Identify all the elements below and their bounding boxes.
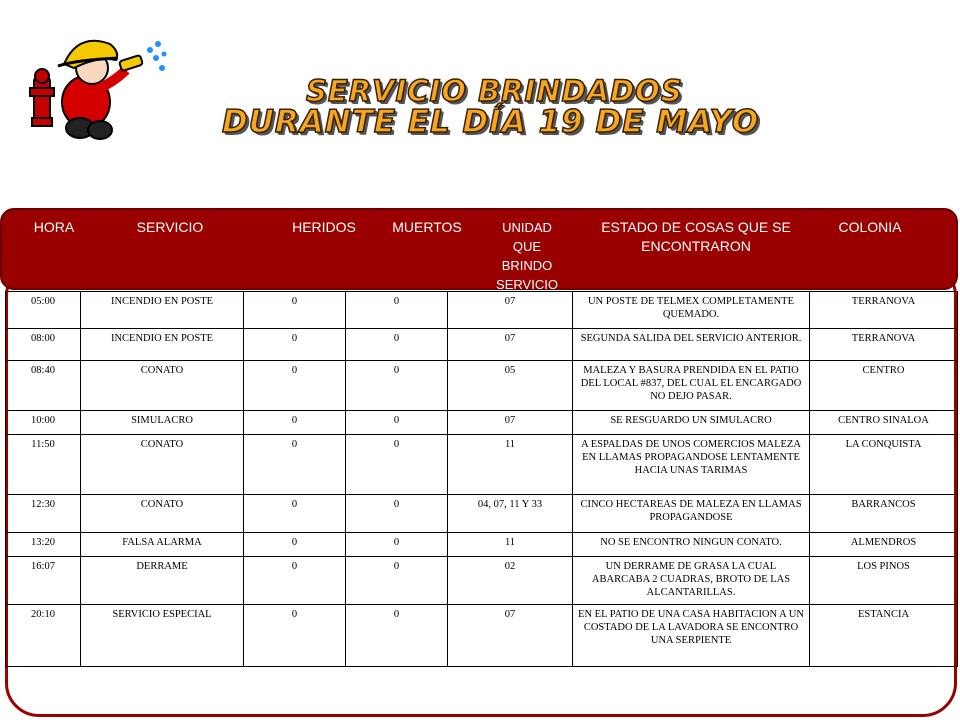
cell-unidad: 07: [448, 605, 573, 667]
cell-estado: SEGUNDA SALIDA DEL SERVICIO ANTERIOR.: [573, 329, 810, 361]
cell-heridos: 0: [244, 533, 346, 557]
header-unidad-line-1: UNIDAD: [502, 220, 552, 235]
table-row: [6, 605, 958, 667]
cell-hora: 12:30: [6, 495, 81, 533]
cell-unidad: 02: [448, 557, 573, 605]
cell-servicio: INCENDIO EN POSTE: [81, 292, 244, 329]
cell-colonia: CENTRO SINALOA: [810, 411, 958, 435]
cell-unidad: 07: [448, 411, 573, 435]
cell-servicio: CONATO: [81, 361, 244, 411]
cell-servicio: SIMULACRO: [81, 411, 244, 435]
cell-colonia: LA CONQUISTA: [810, 435, 958, 495]
cell-muertos: 0: [346, 411, 448, 435]
table-row: [6, 292, 958, 329]
cell-unidad: 05: [448, 361, 573, 411]
cell-hora: 20:10: [6, 605, 81, 667]
header-hora: HORA: [33, 219, 75, 235]
cell-hora: 05:00: [6, 292, 81, 329]
cell-estado: UN DERRAME DE GRASA LA CUAL ABARCABA 2 CUADRAS, BROTO DE LAS ALCANTARILLAS.: [573, 557, 810, 605]
cell-heridos: 0: [244, 605, 346, 667]
services-table-body: [6, 292, 958, 667]
table-row: [6, 533, 958, 557]
table-header: [0, 208, 958, 290]
cell-muertos: 0: [346, 605, 448, 667]
cell-unidad: 07: [448, 329, 573, 361]
title-line-1: SERVICIO BRINDADOS: [306, 74, 683, 108]
cell-colonia: BARRANCOS: [810, 495, 958, 533]
cell-estado: EN EL PATIO DE UNA CASA HABITACION A UN COSTADO DE LA LAVADORA SE ENCONTRO UNA SERPIENTE: [573, 605, 810, 667]
cell-colonia: ESTANCIA: [810, 605, 958, 667]
firefighter-mascot-icon: [28, 30, 168, 145]
header-heridos: HERIDOS: [292, 219, 356, 235]
cell-muertos: 0: [346, 495, 448, 533]
table-row: [6, 495, 958, 533]
cell-hora: 11:50: [6, 435, 81, 495]
cell-servicio: CONATO: [81, 435, 244, 495]
cell-colonia: ALMENDROS: [810, 533, 958, 557]
cell-heridos: 0: [244, 411, 346, 435]
cell-heridos: 0: [244, 292, 346, 329]
header-unidad-line-3: BRINDO: [501, 258, 553, 273]
cell-colonia: CENTRO: [810, 361, 958, 411]
cell-unidad: 07: [448, 292, 573, 329]
cell-heridos: 0: [244, 495, 346, 533]
cell-estado: A ESPALDAS DE UNOS COMERCIOS MALEZA EN LLAMAS PROPAGANDOSE LENTAMENTE HACIA UNAS TARIMAS: [573, 435, 810, 495]
cell-muertos: 0: [346, 292, 448, 329]
cell-hora: 16:07: [6, 557, 81, 605]
header-unidad: [482, 218, 572, 294]
header-colonia: COLONIA: [838, 219, 902, 235]
cell-estado: SE RESGUARDO UN SIMULACRO: [573, 411, 810, 435]
cell-heridos: 0: [244, 361, 346, 411]
cell-muertos: 0: [346, 329, 448, 361]
cell-unidad: 04, 07, 11 Y 33: [448, 495, 573, 533]
cell-colonia: LOS PINOS: [810, 557, 958, 605]
cell-unidad: 11: [448, 435, 573, 495]
header-servicio: SERVICIO: [136, 219, 204, 235]
services-table: [5, 291, 958, 667]
header-unidad-line-4: SERVICIO: [496, 277, 558, 292]
cell-servicio: INCENDIO EN POSTE: [81, 329, 244, 361]
cell-unidad: 11: [448, 533, 573, 557]
page-title: [210, 68, 760, 148]
cell-hora: 10:00: [6, 411, 81, 435]
cell-estado: UN POSTE DE TELMEX COMPLETAMENTE QUEMADO.: [573, 292, 810, 329]
cell-servicio: FALSA ALARMA: [81, 533, 244, 557]
cell-hora: 08:00: [6, 329, 81, 361]
cell-hora: 13:20: [6, 533, 81, 557]
cell-muertos: 0: [346, 533, 448, 557]
cell-estado: NO SE ENCONTRO NINGUN CONATO.: [573, 533, 810, 557]
title-line-2: DURANTE EL DÍA 19 DE MAYO: [222, 104, 760, 140]
cell-muertos: 0: [346, 557, 448, 605]
cell-estado: MALEZA Y BASURA PRENDIDA EN EL PATIO DEL LOCAL #837, DEL CUAL EL ENCARGADO NO DEJO PASAR.: [573, 361, 810, 411]
table-row: [6, 411, 958, 435]
cell-estado: CINCO HECTAREAS DE MALEZA EN LLAMAS PROPAGANDOSE: [573, 495, 810, 533]
cell-servicio: CONATO: [81, 495, 244, 533]
table-row: [6, 435, 958, 495]
cell-colonia: TERRANOVA: [810, 292, 958, 329]
cell-colonia: TERRANOVA: [810, 329, 958, 361]
header-muertos: MUERTOS: [392, 219, 462, 235]
header-unidad-line-2: QUE: [512, 239, 542, 254]
cell-heridos: 0: [244, 557, 346, 605]
cell-servicio: DERRAME: [81, 557, 244, 605]
cell-heridos: 0: [244, 329, 346, 361]
cell-servicio: SERVICIO ESPECIAL: [81, 605, 244, 667]
table-row: [6, 557, 958, 605]
table-row: [6, 329, 958, 361]
header-estado: ESTADO DE COSAS QUE SE ENCONTRARON: [601, 219, 791, 254]
cell-heridos: 0: [244, 435, 346, 495]
cell-muertos: 0: [346, 435, 448, 495]
cell-muertos: 0: [346, 361, 448, 411]
table-row: [6, 361, 958, 411]
cell-hora: 08:40: [6, 361, 81, 411]
